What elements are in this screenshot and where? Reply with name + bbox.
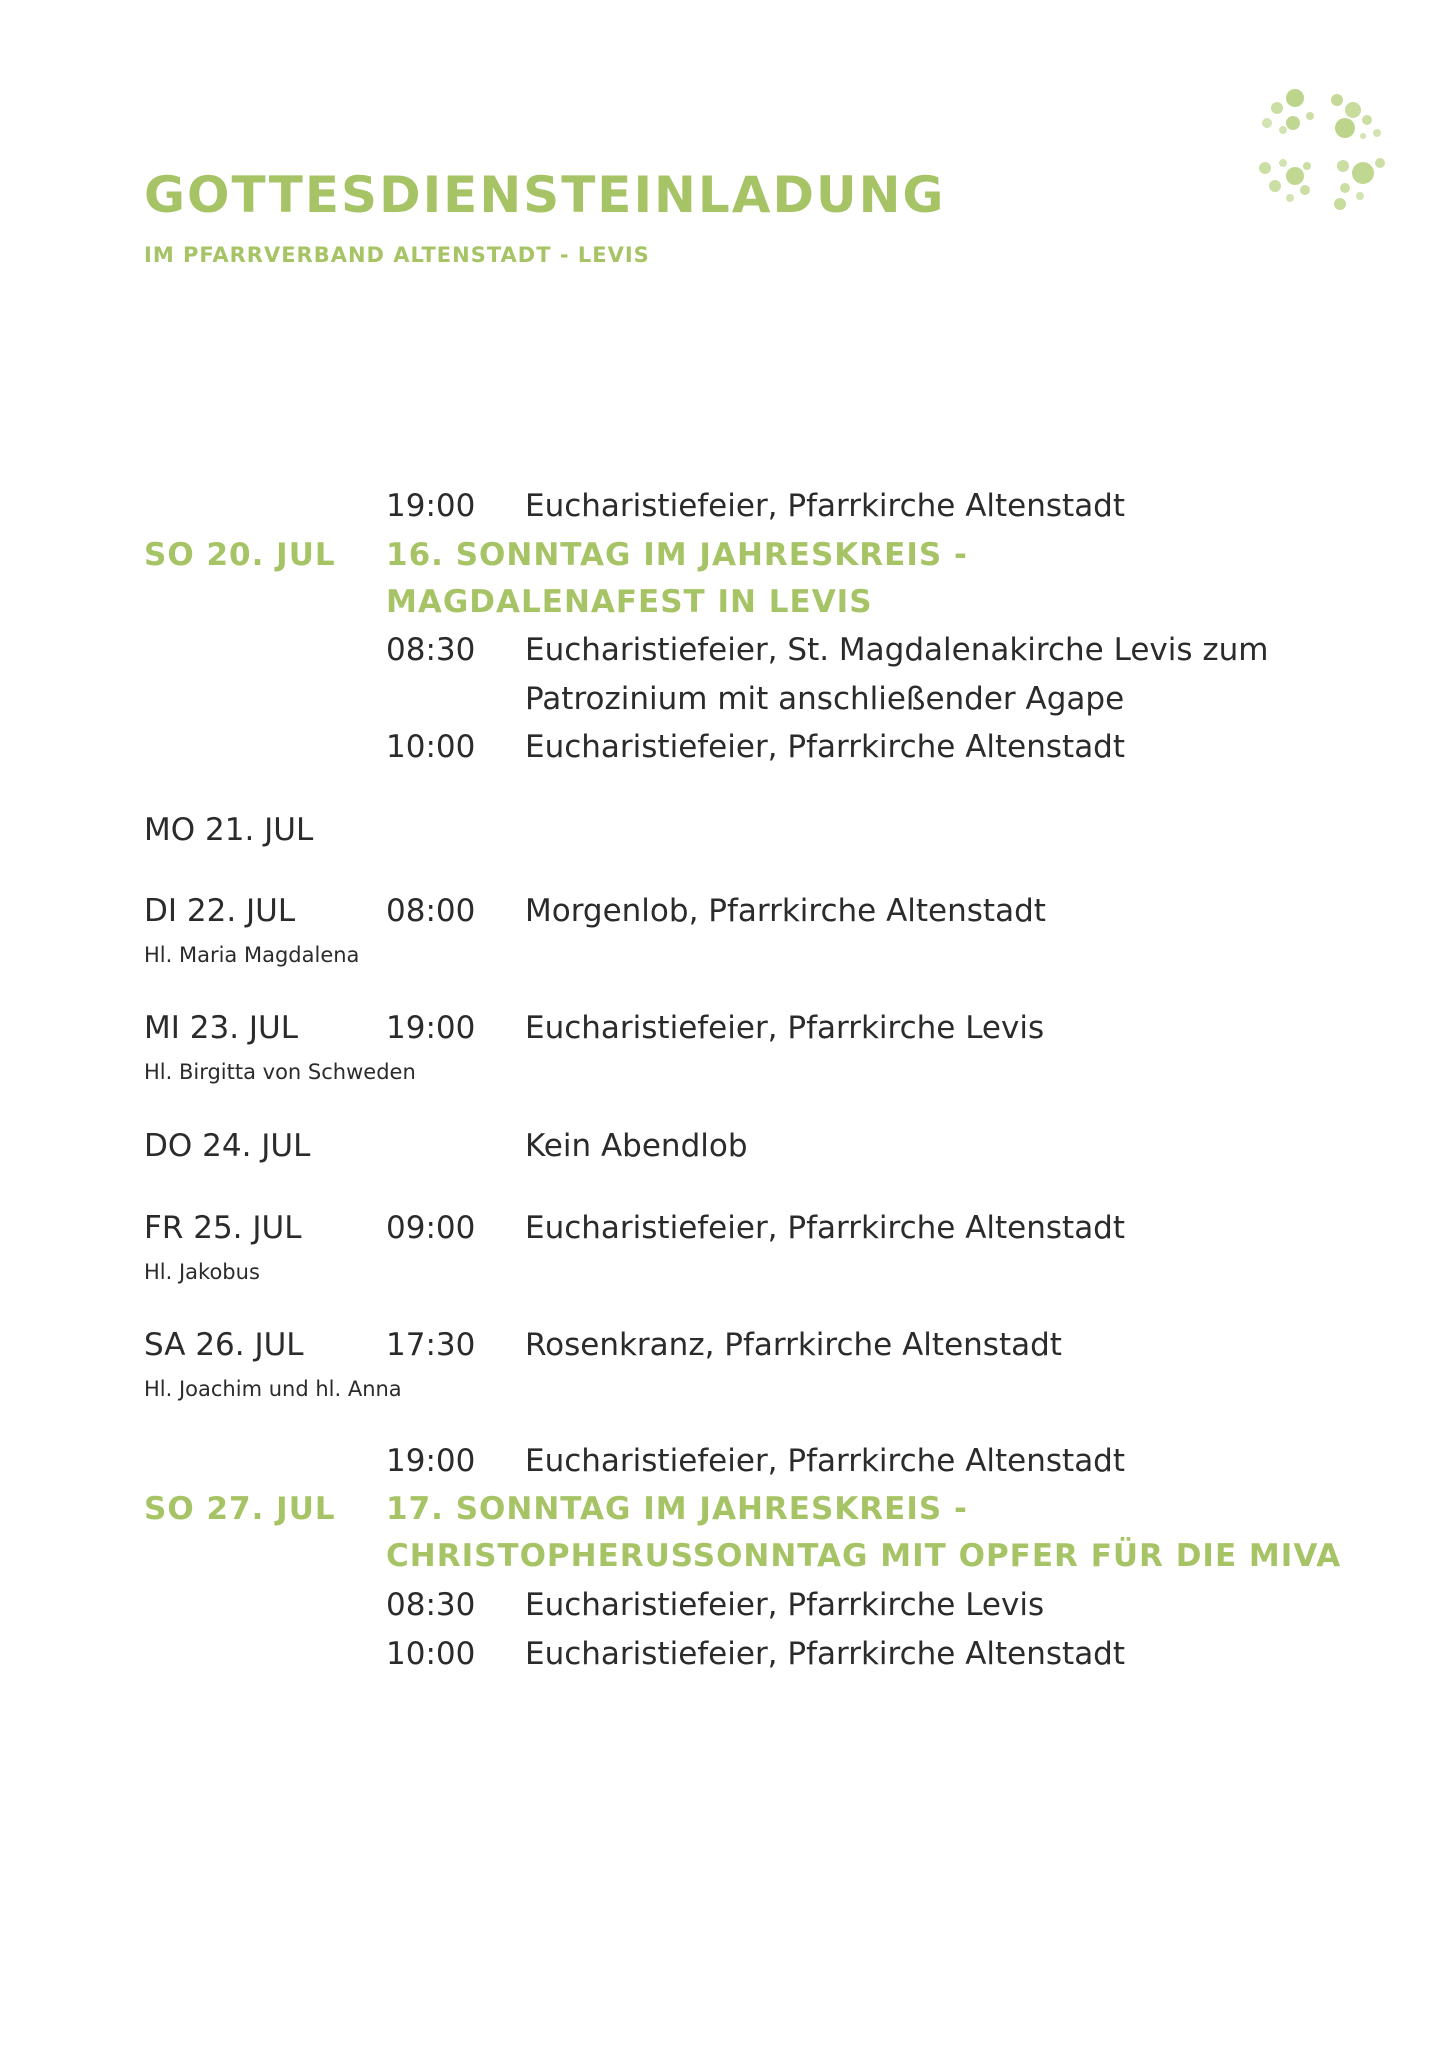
event-text: Eucharistiefeier, St. Magdalenakirche Levis zum bbox=[525, 632, 1269, 668]
event-text: Eucharistiefeier, Pfarrkirche Levis bbox=[525, 1010, 1045, 1046]
day-date: MI 23. JUL bbox=[144, 1010, 299, 1046]
day-date: MO 21. JUL bbox=[144, 812, 314, 848]
event-text: Eucharistiefeier, Pfarrkirche Altenstadt bbox=[525, 488, 1126, 524]
event-text: Patrozinium mit anschließender Agape bbox=[525, 681, 1125, 717]
event-time: 08:30 bbox=[386, 632, 476, 668]
day-date: SO 20. JUL bbox=[144, 537, 336, 573]
event-time: 10:00 bbox=[386, 729, 476, 765]
page-title: GOTTESDIENSTEINLADUNG bbox=[144, 166, 946, 224]
event-text: Kein Abendlob bbox=[525, 1128, 748, 1164]
feast-title: CHRISTOPHERUSSONNTAG MIT OPFER FÜR DIE MIVA bbox=[386, 1538, 1342, 1574]
event-text: Morgenlob, Pfarrkirche Altenstadt bbox=[525, 893, 1046, 929]
event-time: 08:00 bbox=[386, 893, 476, 929]
event-text: Eucharistiefeier, Pfarrkirche Altenstadt bbox=[525, 1210, 1126, 1246]
event-text: Eucharistiefeier, Pfarrkirche Altenstadt bbox=[525, 1443, 1126, 1479]
saint-name: Hl. Jakobus bbox=[144, 1260, 260, 1284]
event-time: 10:00 bbox=[386, 1636, 476, 1672]
event-time: 08:30 bbox=[386, 1587, 476, 1623]
event-time: 19:00 bbox=[386, 1010, 476, 1046]
day-date: SO 27. JUL bbox=[144, 1491, 336, 1527]
event-time: 19:00 bbox=[386, 488, 476, 524]
event-time: 09:00 bbox=[386, 1210, 476, 1246]
feast-title: 16. SONNTAG IM JAHRESKREIS - bbox=[386, 537, 968, 573]
saint-name: Hl. Joachim und hl. Anna bbox=[144, 1377, 402, 1401]
event-time: 17:30 bbox=[386, 1327, 476, 1363]
event-text: Eucharistiefeier, Pfarrkirche Altenstadt bbox=[525, 729, 1126, 765]
parish-logo-icon bbox=[1255, 88, 1395, 228]
event-time: 19:00 bbox=[386, 1443, 476, 1479]
event-text: Rosenkranz, Pfarrkirche Altenstadt bbox=[525, 1327, 1062, 1363]
feast-title: MAGDALENAFEST IN LEVIS bbox=[386, 584, 873, 620]
event-text: Eucharistiefeier, Pfarrkirche Altenstadt bbox=[525, 1636, 1126, 1672]
day-date: DI 22. JUL bbox=[144, 893, 296, 929]
day-date: FR 25. JUL bbox=[144, 1210, 302, 1246]
page-subtitle: IM PFARRVERBAND ALTENSTADT - LEVIS bbox=[144, 243, 650, 267]
saint-name: Hl. Maria Magdalena bbox=[144, 943, 360, 967]
feast-title: 17. SONNTAG IM JAHRESKREIS - bbox=[386, 1491, 968, 1527]
saint-name: Hl. Birgitta von Schweden bbox=[144, 1060, 416, 1084]
event-text: Eucharistiefeier, Pfarrkirche Levis bbox=[525, 1587, 1045, 1623]
day-date: SA 26. JUL bbox=[144, 1327, 304, 1363]
day-date: DO 24. JUL bbox=[144, 1128, 311, 1164]
